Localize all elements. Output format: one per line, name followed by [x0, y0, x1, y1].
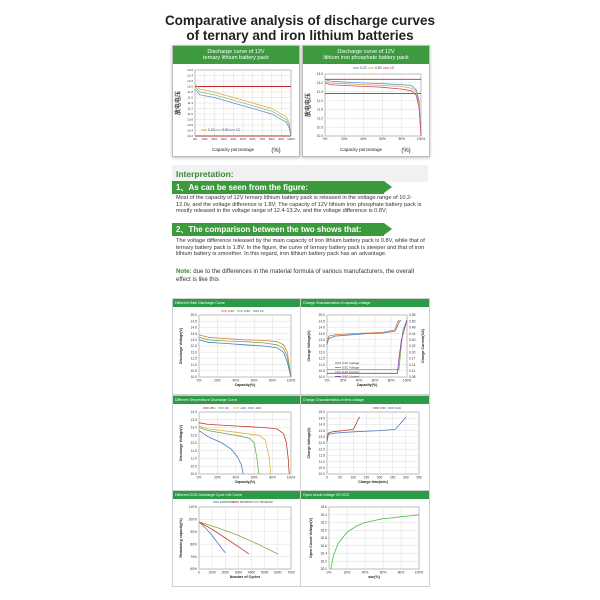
legend-label: 50%DOD [260, 500, 273, 505]
lfp-discharge-chart [303, 64, 429, 156]
x-tick-label: 60% [379, 570, 387, 575]
y-tick-label: 10.5 [190, 464, 197, 469]
y2-tick-label: 0.50 [409, 319, 416, 324]
y2-tick-label: 0.40 [409, 338, 416, 342]
x-axis-label: Capacity percentage [339, 147, 383, 152]
y-tick-label: 10.0 [190, 472, 197, 477]
y-tick-label: 70% [190, 554, 197, 559]
y-tick-label: 10.5 [316, 125, 323, 130]
y-tick-label: 10.6 [187, 123, 193, 128]
x-tick-label: 40% [360, 137, 367, 142]
y-tick-label: 100% [188, 517, 197, 522]
cycle-life-panel [172, 490, 302, 587]
x-tick-label: 100% [287, 137, 295, 141]
x-tick-label: 60% [250, 378, 258, 383]
rate-discharge-panel [172, 298, 302, 395]
y-tick-label: 14.0 [318, 422, 325, 427]
y-tick-label: 13.5 [190, 331, 197, 336]
y-tick-label: 11.0 [187, 112, 193, 117]
charge-time-panel [300, 395, 430, 492]
y2-tick-label: 0.44 [409, 331, 416, 336]
charge-capacity-panel [300, 298, 430, 395]
y-axis-label: Charge Voltage(V) [307, 330, 311, 362]
x-tick-label: 7000 [287, 570, 295, 575]
y-tick-label: 14.0 [190, 325, 197, 330]
x-tick-label: 0% [196, 378, 202, 383]
y-tick-label: 11.2 [187, 106, 193, 111]
x-tick-label: 40% [232, 475, 240, 480]
y-tick-label: 13.5 [316, 72, 323, 77]
legend-label: 0.5C [244, 309, 251, 314]
x-axis-label: Capacity percentage [211, 147, 255, 152]
y-tick-label: 13.0 [190, 425, 197, 430]
y-axis-label: Remaining capacity(%) [179, 518, 183, 558]
y2-tick-label: 0.08 [409, 375, 416, 380]
y-tick-label: 10.5 [318, 466, 325, 470]
y-tick-label: 11.5 [190, 356, 197, 361]
x-axis-label: Number of Cycles [229, 574, 261, 579]
y-tick-label: 14.5 [190, 319, 197, 324]
x-axis-unit: (%) [401, 148, 411, 154]
y-tick-label: 11.5 [317, 107, 323, 112]
y2-tick-label: 0.14 [409, 362, 416, 367]
x-tick-label: 1000 [208, 570, 216, 575]
x-tick-label: 2000 [221, 570, 229, 575]
x-tick-label: 0 [198, 570, 200, 575]
y-tick-label: 10.0 [318, 472, 325, 477]
x-tick-label: 300 [403, 475, 409, 480]
lfp-header-line2: lithium iron phosphate battery pack [323, 55, 409, 61]
legend-label: 1C [260, 309, 264, 314]
x-tick-label: 250 [389, 475, 396, 480]
x-tick-label: 10% [201, 137, 208, 141]
legend-label: 1C [390, 66, 395, 71]
x-tick-label: 350 [416, 475, 422, 480]
y-tick-label: 80% [190, 542, 197, 547]
x-tick-label: 80% [269, 378, 276, 383]
x-tick-label: 6000 [274, 570, 282, 575]
y-tick-label: 12.5 [318, 344, 325, 349]
x-tick-label: 150 [363, 475, 370, 480]
y-tick-label: 11.0 [318, 362, 325, 367]
x-tick-label: 100% [402, 378, 412, 383]
ternary-discharge-panel [172, 45, 300, 157]
y-tick-label: 13.0 [318, 338, 325, 342]
ocv-soc-header: Open circuit voltage VS SOC [301, 491, 429, 499]
interpretation-box [172, 165, 428, 182]
y-tick-label: 32.6 [320, 543, 327, 548]
y-tick-label: 10.2 [187, 134, 193, 139]
y-tick-label: 12.0 [187, 84, 193, 89]
legend-label: 25C [210, 406, 216, 411]
x-tick-label: 80% [387, 378, 395, 383]
x-tick-label: 4000 [247, 570, 256, 575]
ocv-soc-panel [300, 490, 430, 587]
x-tick-label: 70% [259, 137, 266, 141]
y-tick-label: 11.0 [190, 456, 197, 461]
temp-discharge-panel [172, 395, 302, 492]
y-tick-label: 14.5 [318, 416, 325, 421]
lfp-panel-header [303, 46, 429, 64]
y-tick-label: 10.5 [318, 369, 325, 373]
x-tick-label: 60% [371, 378, 379, 383]
y-tick-label: 15.0 [190, 313, 197, 318]
y-axis-label: Discharge Voltage(V) [179, 328, 183, 364]
x-tick-label: 0% [196, 475, 202, 480]
x-tick-label: 0% [326, 570, 332, 575]
interpretation-title: Interpretation: [176, 169, 234, 179]
x-tick-label: 100 [350, 475, 357, 480]
section2-heading: 2、The comparison between the two shows that: [172, 223, 384, 236]
x-tick-label: 0% [324, 378, 330, 383]
cycle-life-chart [173, 499, 301, 586]
legend-label: 0.5C Voltage [342, 365, 360, 370]
y-tick-label: 12.4 [187, 73, 193, 78]
y-tick-label: 11.8 [187, 90, 193, 95]
section1-paragraph: Most of the capacity of 12V ternary lithium battery pack is released in the voltage range of 10.2-12.0v, and the voltage difference is 1.8V; The capacity of 12V lithium iron phosphate battery pack is mostly released in the voltage range of 12.4-13.2v, and the voltage difference is 0.8V; [176, 195, 422, 214]
y-tick-label: 13.0 [316, 81, 323, 86]
x-tick-label: 100% [286, 475, 296, 480]
lfp-header-line1: Discharge curve of 12V [337, 49, 395, 55]
legend-label: 0.2C [228, 309, 235, 314]
y-tick-label: 32.2 [320, 559, 327, 564]
y-tick-label: 12.0 [190, 350, 197, 355]
x-tick-label: 3000 [234, 570, 243, 575]
y2-tick-label: 0.55 [409, 313, 416, 318]
y-tick-label: 12.0 [318, 350, 325, 355]
temp-discharge-header: Different Temperature Discharge Curve [173, 396, 301, 404]
note-label: Note: [176, 268, 192, 275]
x-axis-unit: (%) [271, 148, 281, 154]
x-tick-label: 100% [286, 378, 296, 383]
y-tick-label: 14.0 [318, 325, 325, 330]
x-axis-label: Capacity(%) [234, 382, 256, 387]
x-axis-label: Charge time(min) [358, 479, 388, 484]
y-tick-label: 33.4 [320, 512, 327, 517]
y-axis-label: Open Circuit Voltage(V) [309, 517, 313, 559]
y-tick-label: 10.5 [190, 369, 197, 373]
y-tick-label: 12.5 [190, 344, 197, 349]
legend-label: 0.5C [375, 66, 382, 71]
y-tick-label: 33.6 [320, 505, 327, 510]
rate-discharge-header: Different Rate Discharge Curve [173, 299, 301, 307]
y-tick-label: 12.0 [316, 98, 323, 103]
x-tick-label: 20% [211, 137, 218, 141]
x-tick-label: 50% [239, 137, 247, 141]
x-tick-label: 40% [361, 570, 369, 575]
x-tick-label: 80% [397, 570, 405, 575]
y-tick-label: 32.8 [320, 536, 327, 541]
y2-tick-label: 0.17 [409, 356, 416, 361]
charge-time-chart [301, 404, 429, 491]
legend-label: 0.2C Voltage [342, 361, 360, 366]
x-tick-label: 80% [269, 475, 276, 480]
y-tick-label: 12.0 [190, 441, 197, 446]
y-tick-label: 10.0 [316, 134, 323, 139]
y-tick-label: 90% [190, 530, 197, 534]
section2-paragraph: The voltage difference released by the main capacity of iron lithium battery pack is 0.8V, while that of ternary battery pack is 1.8V. In the figure, the curve of ternary battery pack is steeper and that of iron lithium battery is smoother. In this regard, iron lithium battery pack has an advantage. [176, 238, 425, 257]
legend-label: 100%DOD [220, 500, 235, 505]
temp-discharge-chart [173, 404, 301, 491]
ternary-panel-header [173, 46, 299, 64]
y-tick-label: 11.5 [318, 453, 325, 458]
section1-heading: 1、As can be seen from the figure: [172, 181, 384, 194]
x-tick-label: 100% [416, 137, 426, 142]
y-axis-label: 放电电压 [306, 92, 312, 118]
y-tick-label: 13.5 [318, 331, 325, 336]
y-tick-label: 10.4 [187, 128, 193, 133]
y-axis-label: 放电电压 [176, 90, 182, 116]
x-tick-label: 0 [326, 475, 328, 480]
legend-label: 1C [236, 128, 241, 133]
y-tick-label: 11.6 [187, 95, 193, 100]
ternary-header-line1: Discharge curve of 12V [207, 49, 265, 55]
y-tick-label: 12.5 [318, 441, 325, 446]
x-tick-label: 40% [230, 137, 237, 141]
y-tick-label: 60% [190, 567, 197, 572]
y-tick-label: 12.0 [318, 447, 325, 452]
page-title-line2: of ternary and iron lithium batteries [186, 28, 414, 43]
x-tick-label: 0% [192, 137, 198, 141]
y-tick-label: 11.5 [190, 448, 197, 453]
y-tick-label: 12.5 [190, 433, 197, 438]
y-tick-label: 15.0 [318, 313, 325, 318]
ternary-header-line2: ternary lithium battery pack [202, 55, 270, 61]
note-body: due to the differences in the material formula of various manufacturers, the overall effect is like this [176, 268, 415, 283]
legend-label: 0.2C [360, 66, 367, 71]
y-tick-label: 13.5 [190, 417, 197, 422]
x-tick-label: 20% [214, 378, 221, 383]
legend-label: -20C [255, 406, 262, 411]
y-tick-label: 12.6 [187, 68, 193, 73]
y-tick-label: 13.5 [318, 428, 325, 433]
x-axis-label: Capacity(%) [356, 382, 378, 387]
y-tick-label: 11.5 [318, 356, 325, 361]
y2-tick-label: 0.48 [409, 325, 416, 330]
x-tick-label: 60% [379, 137, 386, 142]
legend-label: 80%DOD [240, 500, 253, 505]
x-tick-label: 60% [249, 137, 256, 141]
legend-label: 0.5C Current [342, 374, 360, 379]
y-tick-label: 32.4 [320, 551, 327, 556]
y2-tick-label: 0.22 [409, 344, 416, 349]
cycle-life-header: Different DOD Discharge Cycle Life Curve [173, 491, 301, 499]
y-tick-label: 14.0 [190, 410, 197, 415]
x-tick-label: 0% [322, 137, 328, 142]
legend-label: -10C [240, 406, 247, 411]
x-axis-label: soc(%) [368, 574, 380, 579]
x-tick-label: 20% [214, 475, 221, 480]
y-tick-label: 13.0 [190, 338, 197, 342]
y-tick-label: 13.0 [318, 435, 325, 439]
y-tick-label: 12.5 [316, 89, 323, 94]
lfp-discharge-panel [302, 45, 430, 157]
legend-label: 0.2C [395, 406, 402, 411]
y2-tick-label: 0.11 [409, 369, 416, 373]
x-axis-label: Capacity(%) [234, 479, 256, 484]
legend-label: 0.2C [208, 128, 215, 133]
y-tick-label: 12.2 [187, 79, 193, 84]
x-tick-label: 30% [220, 137, 227, 141]
page-title-line1: Comparative analysis of discharge curves [164, 13, 436, 28]
x-tick-label: 80% [268, 137, 275, 141]
x-tick-label: 60% [250, 475, 258, 480]
legend-label: 0.5C [222, 128, 229, 133]
y-tick-label: 10.0 [190, 375, 197, 380]
x-tick-label: 40% [355, 378, 363, 383]
x-tick-label: 20% [339, 378, 347, 383]
y2-tick-label: 0.20 [409, 350, 416, 355]
ternary-discharge-chart [173, 64, 299, 156]
y-tick-label: 10.0 [318, 375, 325, 380]
y-tick-label: 33.2 [320, 520, 327, 525]
y-axis-label: Discharge Voltage(V) [179, 425, 183, 461]
x-tick-label: 5000 [261, 570, 269, 575]
y-tick-label: 11.0 [317, 116, 323, 121]
x-tick-label: 200 [376, 475, 383, 480]
legend-label: 0.5C [380, 406, 387, 411]
y-tick-label: 11.0 [318, 459, 325, 464]
x-tick-label: 20% [343, 570, 351, 575]
y-tick-label: 110% [188, 505, 197, 510]
rate-discharge-chart [173, 307, 301, 394]
y-axis-label: Charge Voltage(V) [307, 427, 311, 459]
legend-label: 0.2C Current [342, 370, 360, 375]
x-tick-label: 50 [338, 475, 342, 480]
note-text [176, 268, 426, 284]
y-tick-label: 11.4 [187, 101, 193, 106]
x-tick-label: 100% [414, 570, 424, 575]
x-tick-label: 40% [232, 378, 240, 383]
y2-axis-label: Charge Current(CA) [421, 329, 425, 363]
x-tick-label: 20% [341, 137, 348, 142]
x-tick-label: 90% [278, 137, 285, 141]
charge-time-header: Charge Characteristics of time-voltage [301, 396, 429, 404]
charge-capacity-header: Charge Characteristics of capacity-voltage [301, 299, 429, 307]
legend-label: 0C [225, 406, 229, 411]
x-tick-label: 80% [398, 137, 405, 142]
y-tick-label: 11.0 [190, 362, 197, 367]
y-tick-label: 32.0 [320, 567, 327, 572]
y-tick-label: 15.0 [318, 410, 325, 415]
y-tick-label: 10.8 [187, 117, 193, 122]
y-tick-label: 14.5 [318, 319, 325, 324]
charge-capacity-chart [301, 307, 429, 394]
ocv-soc-chart [301, 499, 429, 586]
y-tick-label: 33.0 [320, 528, 327, 533]
